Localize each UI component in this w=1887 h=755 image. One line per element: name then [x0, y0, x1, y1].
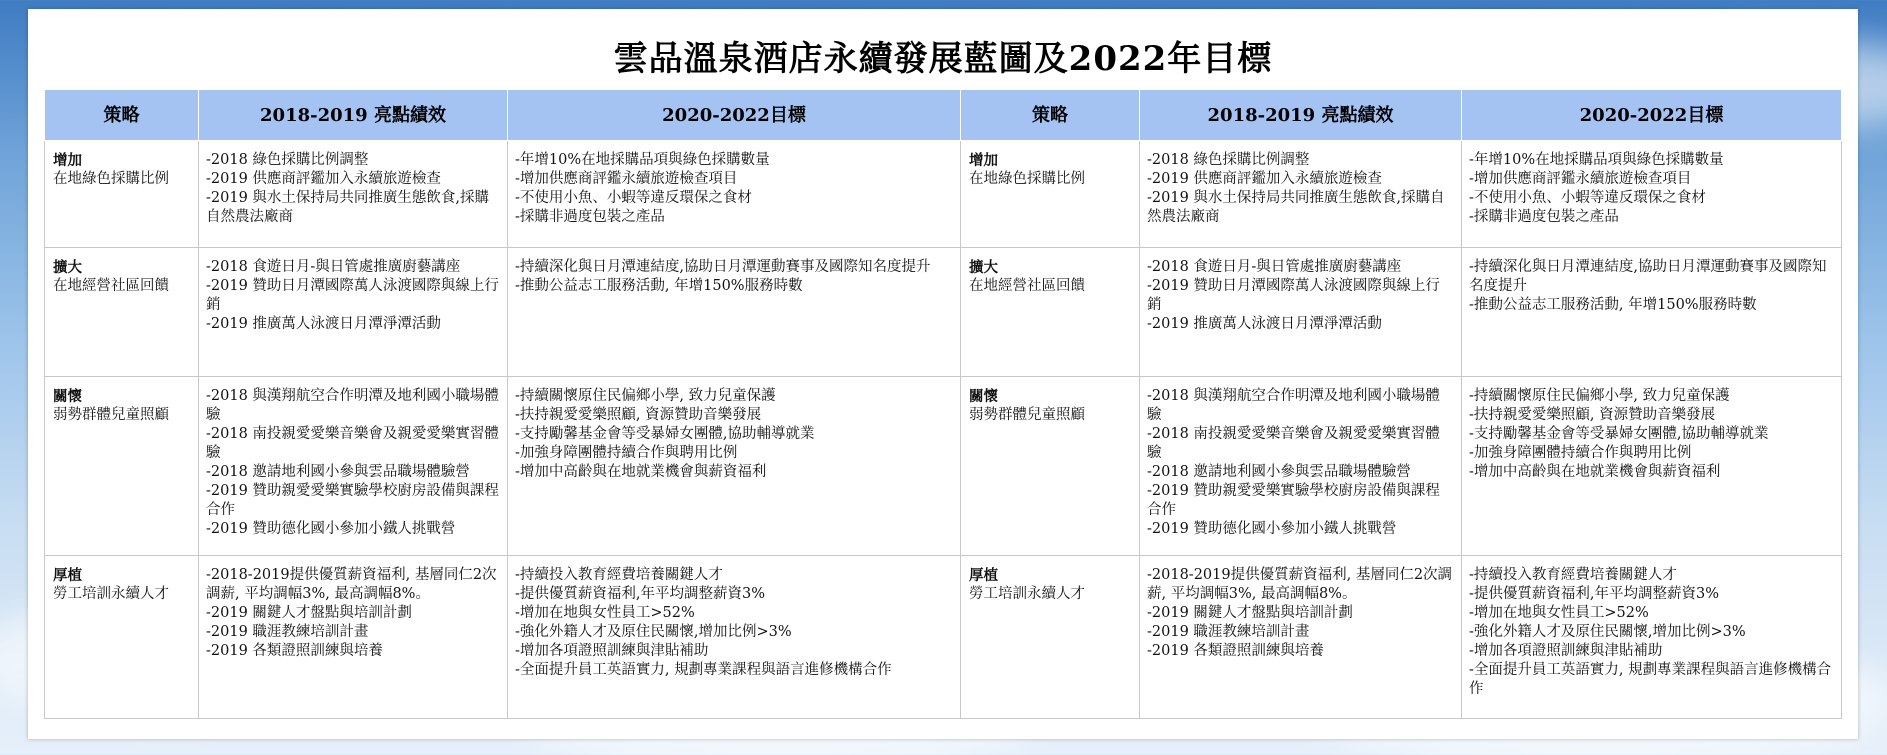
goal-item: -增加在地與女性員工>52% [515, 605, 695, 621]
strategy-cell [45, 556, 199, 719]
highlight-item: -2018 邀請地利國小參與雲品職場體驗營 [206, 464, 470, 480]
highlights-cell [199, 556, 508, 719]
highlight-item: -2019 關鍵人才盤點與培訓計劃 [1147, 605, 1353, 621]
highlights-cell [199, 141, 508, 248]
goal-item: -全面提升員工英語實力, 規劃專業課程與語言進修機構合作 [1469, 662, 1832, 697]
goal-item: -強化外籍人才及原住民關懷,增加比例>3% [515, 624, 792, 640]
strategy-description: 在地經營社區回饋 [53, 278, 169, 294]
goal-item: -採購非過度包裝之產品 [515, 209, 665, 225]
strategy-heading: 厚植 [969, 567, 998, 584]
goal-item: -持續關懷原住民偏鄉小學, 致力兒童保護 [1469, 388, 1730, 404]
strategy-cell [961, 248, 1140, 377]
highlight-item: -2018 食遊日月-與日管處推廣廚藝講座 [206, 259, 461, 275]
header-goals: 2020-2022目標 [508, 90, 961, 141]
goals-cell [1462, 248, 1842, 377]
strategy-description: 在地綠色採購比例 [969, 171, 1085, 187]
goal-item: -扶持親愛愛樂照顧, 資源贊助音樂發展 [515, 407, 762, 423]
strategy-cell [961, 141, 1140, 248]
strategy-description: 在地綠色採購比例 [53, 171, 169, 187]
strategy-description: 弱勢群體兒童照顧 [969, 407, 1085, 423]
goals-cell [1462, 141, 1842, 248]
goal-item: -支持勵馨基金會等受暴婦女團體,協助輔導就業 [1469, 426, 1769, 442]
goal-item: -扶持親愛愛樂照顧, 資源贊助音樂發展 [1469, 407, 1716, 423]
document-page [28, 9, 1858, 739]
highlight-item: -2019 贊助德化國小參加小鐵人挑戰營 [1147, 521, 1397, 537]
goal-item: -全面提升員工英語實力, 規劃專業課程與語言進修機構合作 [515, 662, 892, 678]
goal-item: -不使用小魚、小蝦等違反環保之食材 [1469, 190, 1706, 206]
strategy-cell [45, 377, 199, 556]
highlight-item: -2018 綠色採購比例調整 [1147, 152, 1310, 168]
highlight-item: -2018 與漢翔航空合作明潭及地利國小職場體驗 [1147, 388, 1440, 423]
table-row [45, 248, 1842, 377]
goal-item: -持續深化與日月潭連結度,協助日月潭運動賽事及國際知名度提升 [1469, 259, 1827, 294]
header-goals: 2020-2022目標 [1462, 90, 1842, 141]
highlight-item: -2018 南投親愛愛樂音樂會及親愛愛樂實習體驗 [1147, 426, 1440, 461]
highlight-item: -2018-2019提供優質薪資福利, 基層同仁2次調薪, 平均調幅3%, 最高調幅8%。 [206, 567, 497, 602]
goal-item: -持續投入教育經費培養關鍵人才 [515, 567, 723, 583]
goal-item: -推動公益志工服務活動, 年增150%服務時數 [1469, 297, 1757, 313]
goal-item: -增加在地與女性員工>52% [1469, 605, 1649, 621]
table-row [45, 141, 1842, 248]
table-row [45, 377, 1842, 556]
highlight-item: -2019 贊助親愛愛樂實驗學校廚房設備與課程合作 [206, 483, 499, 518]
header-highlights: 2018-2019 亮點績效 [199, 90, 508, 141]
highlight-item: -2019 與水土保持局共同推廣生態飲食,採購自然農法廠商 [1147, 190, 1445, 225]
goals-cell [508, 556, 961, 719]
highlights-cell [1140, 377, 1462, 556]
goal-item: -加強身障團體持續合作與聘用比例 [1469, 445, 1692, 461]
strategy-description: 在地經營社區回饋 [969, 278, 1085, 294]
header-highlights: 2018-2019 亮點績效 [1140, 90, 1462, 141]
strategy-heading: 關懷 [53, 388, 82, 405]
header-strategy: 策略 [45, 90, 199, 141]
goal-item: -年增10%在地採購品項與綠色採購數量 [1469, 152, 1724, 168]
goal-item: -強化外籍人才及原住民關懷,增加比例>3% [1469, 624, 1746, 640]
highlight-item: -2019 職涯教練培訓計畫 [206, 624, 369, 640]
highlight-item: -2019 各類證照訓練與培養 [206, 643, 383, 659]
page-title: 雲品溫泉酒店永續發展藍圖及2022年目標 [613, 39, 1273, 79]
goal-item: -增加各項證照訓練與津貼補助 [1469, 643, 1663, 659]
highlight-item: -2019 供應商評鑑加入永續旅遊檢查 [206, 171, 441, 187]
goal-item: -採購非過度包裝之產品 [1469, 209, 1619, 225]
highlight-item: -2019 贊助德化國小參加小鐵人挑戰營 [206, 521, 456, 537]
strategy-cell [45, 248, 199, 377]
goals-cell [1462, 377, 1842, 556]
highlight-item: -2018 邀請地利國小參與雲品職場體驗營 [1147, 464, 1411, 480]
goal-item: -加強身障團體持續合作與聘用比例 [515, 445, 738, 461]
table-row [45, 556, 1842, 719]
strategy-heading: 增加 [969, 152, 998, 169]
goal-item: -增加各項證照訓練與津貼補助 [515, 643, 709, 659]
highlight-item: -2018 綠色採購比例調整 [206, 152, 369, 168]
goal-item: -增加中高齡與在地就業機會與薪資福利 [515, 464, 767, 480]
highlights-cell [199, 248, 508, 377]
highlight-item: -2019 關鍵人才盤點與培訓計劃 [206, 605, 412, 621]
goals-cell [1462, 556, 1842, 719]
strategy-description: 勞工培訓永續人才 [53, 586, 169, 602]
goal-item: -持續深化與日月潭連結度,協助日月潭運動賽事及國際知名度提升 [515, 259, 931, 275]
highlight-item: -2018 南投親愛愛樂音樂會及親愛愛樂實習體驗 [206, 426, 499, 461]
goal-item: -年增10%在地採購品項與綠色採購數量 [515, 152, 770, 168]
strategy-description: 勞工培訓永續人才 [969, 586, 1085, 602]
highlights-cell [199, 377, 508, 556]
highlight-item: -2018 與漢翔航空合作明潭及地利國小職場體驗 [206, 388, 499, 423]
goals-cell [508, 141, 961, 248]
highlights-cell [1140, 248, 1462, 377]
strategy-cell [961, 377, 1140, 556]
goals-cell [508, 248, 961, 377]
highlight-item: -2019 贊助日月潭國際萬人泳渡國際與線上行銷 [1147, 278, 1440, 313]
strategy-heading: 厚植 [53, 567, 82, 584]
goal-item: -持續投入教育經費培養關鍵人才 [1469, 567, 1677, 583]
highlight-item: -2018 食遊日月-與日管處推廣廚藝講座 [1147, 259, 1402, 275]
highlight-item: -2019 與水土保持局共同推廣生態飲食,採購自然農法廠商 [206, 190, 490, 225]
highlight-item: -2019 各類證照訓練與培養 [1147, 643, 1324, 659]
highlight-item: -2019 推廣萬人泳渡日月潭淨潭活動 [1147, 316, 1382, 332]
goal-item: -支持勵馨基金會等受暴婦女團體,協助輔導就業 [515, 426, 815, 442]
goal-item: -持續關懷原住民偏鄉小學, 致力兒童保護 [515, 388, 776, 404]
goal-item: -增加供應商評鑑永續旅遊檢查項目 [1469, 171, 1692, 187]
strategy-table [44, 89, 1842, 719]
table-header-row [45, 90, 1842, 141]
highlight-item: -2018-2019提供優質薪資福利, 基層同仁2次調薪, 平均調幅3%, 最高調幅8%。 [1147, 567, 1453, 602]
strategy-heading: 關懷 [969, 388, 998, 405]
strategy-heading: 擴大 [53, 259, 82, 276]
highlight-item: -2019 贊助日月潭國際萬人泳渡國際與線上行銷 [206, 278, 499, 313]
strategy-heading: 擴大 [969, 259, 998, 276]
goal-item: -不使用小魚、小蝦等違反環保之食材 [515, 190, 752, 206]
highlight-item: -2019 供應商評鑑加入永續旅遊檢查 [1147, 171, 1382, 187]
strategy-description: 弱勢群體兒童照顧 [53, 407, 169, 423]
goal-item: -提供優質薪資福利,年平均調整薪資3% [515, 586, 766, 602]
goal-item: -提供優質薪資福利,年平均調整薪資3% [1469, 586, 1720, 602]
strategy-heading: 增加 [53, 152, 82, 169]
goals-cell [508, 377, 961, 556]
strategy-cell [45, 141, 199, 248]
highlights-cell [1140, 141, 1462, 248]
highlight-item: -2019 職涯教練培訓計畫 [1147, 624, 1310, 640]
strategy-cell [961, 556, 1140, 719]
highlight-item: -2019 贊助親愛愛樂實驗學校廚房設備與課程合作 [1147, 483, 1440, 518]
goal-item: -增加中高齡與在地就業機會與薪資福利 [1469, 464, 1721, 480]
goal-item: -增加供應商評鑑永續旅遊檢查項目 [515, 171, 738, 187]
header-strategy: 策略 [961, 90, 1140, 141]
highlight-item: -2019 推廣萬人泳渡日月潭淨潭活動 [206, 316, 441, 332]
highlights-cell [1140, 556, 1462, 719]
goal-item: -推動公益志工服務活動, 年增150%服務時數 [515, 278, 803, 294]
